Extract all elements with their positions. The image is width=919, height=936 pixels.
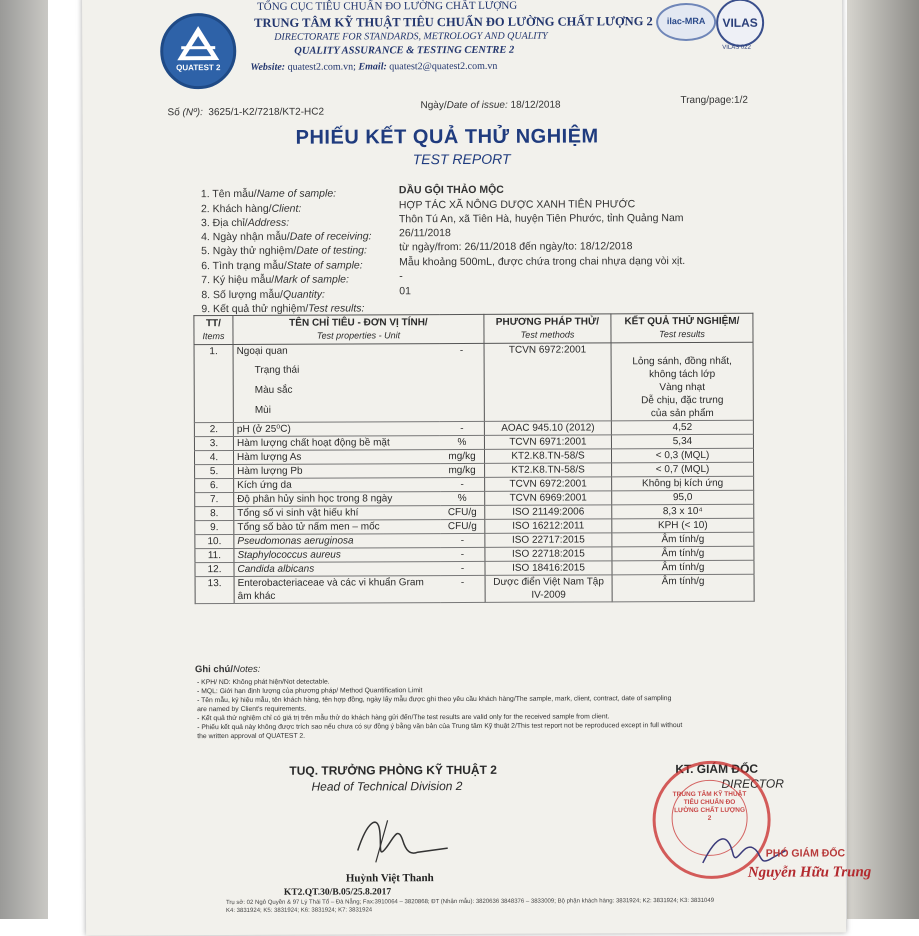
row-method: KT2.K8.TN-58/S <box>484 449 611 464</box>
row-number: 12. <box>195 563 234 577</box>
row-method: ISO 18416:2015 <box>485 561 612 576</box>
row-property: Tổng số bào tử nấm men – mốc <box>234 520 441 535</box>
date-label: Ngày/ <box>420 100 447 112</box>
row-method: Dược điển Việt Nam Tập IV-2009 <box>485 575 612 603</box>
notes-title <box>195 665 261 675</box>
header-items: TT/ Items <box>194 316 233 345</box>
result-line: Dễ chịu, đặc trưng <box>641 394 724 407</box>
row-property: Staphylococcus aureus <box>234 548 441 563</box>
row-unit: - <box>440 343 485 421</box>
left-signatory-title: TUQ. TRƯỞNG PHÒNG KỸ THUẬT 2 <box>289 762 497 778</box>
note-line: - KPH/ ND: Không phát hiện/Not detectable. <box>196 678 330 687</box>
note-line: are named by Client's requirements. <box>197 705 307 714</box>
row-property: Tổng số vi sinh vật hiếu khí <box>234 506 441 521</box>
info-value: 26/11/2018 <box>399 227 451 240</box>
right-signatory-title: KT. GIÁM ĐỐC <box>675 761 759 777</box>
number-value: 3625/1-K2/7218/KT2-HC2 <box>208 106 325 119</box>
page-value: 1/2 <box>734 94 748 106</box>
right-signatory-subtitle: DIRECTOR <box>721 776 784 791</box>
org-line-4: QUALITY ASSURANCE & TESTING CENTRE 2 <box>294 44 515 57</box>
header-results: KẾT QUẢ THỬ NGHIỆM/ Test results <box>611 313 753 343</box>
info-label: 9. Kết quả thử nghiệm/Test results: <box>201 302 365 316</box>
table-row <box>195 574 754 603</box>
notes-label-en: Notes: <box>232 663 261 676</box>
info-label: 7. Ký hiệu mẫu/Mark of sample: <box>201 273 349 287</box>
row-number: 6. <box>195 479 234 493</box>
footer-phones: K4: 3831924; K5: 3831924; K6: 3831924; K7: 3831924 <box>225 907 373 915</box>
row-number: 2. <box>194 423 233 437</box>
info-label: 8. Số lượng mẫu/Quantity: <box>201 288 325 302</box>
org-line-2: TRUNG TÂM KỸ THUẬT TIÊU CHUẨN ĐO LƯỜNG CHẤT LƯỢNG 2 <box>254 14 653 30</box>
row-property: Candida albicans <box>234 562 441 577</box>
row-number: 13. <box>195 577 234 604</box>
sub-property: Trạng thái <box>254 364 300 376</box>
row-property: Hàm lượng Pb <box>234 464 441 479</box>
header-properties: TÊN CHỈ TIÊU - ĐƠN VỊ TÍNH/ Test properties - Unit <box>233 314 484 344</box>
row-result: Âm tính/g <box>612 560 754 575</box>
row-unit: mg/kg <box>440 463 485 477</box>
info-label: 5. Ngày thử nghiệm/Date of testing: <box>201 244 367 258</box>
row-unit: - <box>440 533 485 547</box>
quatest-logo <box>160 13 236 89</box>
note-line: - Kết quả thử nghiệm chỉ có giá trị trên mẫu thử do khách hàng gửi đến/The test results are valid only for the received sample from client. <box>197 713 610 723</box>
result-line: không tách lớp <box>649 368 716 381</box>
deputy-director-label: PHÓ GIÁM ĐỐC <box>765 847 846 860</box>
notes-list <box>197 676 682 741</box>
vilas-badge <box>716 0 764 47</box>
info-value: HỢP TÁC XÃ NÔNG DƯỢC XANH TIÊN PHƯỚC <box>398 198 636 212</box>
row-property: Hàm lượng As <box>233 450 440 465</box>
info-value: Mẫu khoảng 500mL, được chứa trong chai nhựa dạng vòi xịt. <box>399 255 686 269</box>
table-row <box>194 342 753 422</box>
background-right-edge <box>847 0 919 919</box>
row-result: 4,52 <box>611 420 753 435</box>
header-methods: PHƯƠNG PHÁP THỬ/ Test methods <box>484 314 611 344</box>
info-label: 3. Địa chỉ/Address: <box>200 216 290 230</box>
test-report-document <box>82 0 872 936</box>
table-header-row <box>194 313 753 344</box>
row-number: 11. <box>195 549 234 563</box>
row-number: 10. <box>195 535 234 549</box>
org-line-3: DIRECTORATE FOR STANDARDS, METROLOGY AND QUALITY <box>274 30 548 43</box>
result-line: Lỏng sánh, đồng nhất, <box>632 355 732 368</box>
row-property: Kích ứng da <box>234 478 441 493</box>
row-method: ISO 16212:2011 <box>485 519 612 534</box>
row-number: 1. <box>194 345 233 423</box>
row-unit: CFU/g <box>440 519 485 533</box>
row-unit: % <box>440 491 485 505</box>
row-number: 4. <box>194 451 233 465</box>
row-property: Hàm lượng chất hoạt động bề mặt <box>233 436 440 451</box>
vilas-caption: VILAS 022 <box>722 44 751 51</box>
result-line: của sản phẩm <box>650 407 714 420</box>
page-indicator <box>680 95 748 106</box>
note-line: - Tên mẫu, ký hiệu mẫu, tên khách hàng, tên hợp đồng, ngày lấy mẫu được ghi theo yêu cầu khách hàng/The sample, mark, client, contract, date of sampling <box>197 695 672 705</box>
number-label-en: (Nº): <box>182 107 203 119</box>
row-property: Enterobacteriaceae và các vi khuẩn Gram âm khác <box>234 576 441 604</box>
sub-property: Mùi <box>254 404 271 416</box>
row-unit: CFU/g <box>440 505 485 519</box>
left-signatory-subtitle: Head of Technical Division 2 <box>311 779 463 794</box>
row-unit: - <box>441 575 486 602</box>
row-result: < 0,7 (MQL) <box>612 462 754 477</box>
row-result: 95,0 <box>612 490 754 505</box>
row-method: KT2.K8.TN-58/S <box>485 463 612 478</box>
info-value: - <box>399 270 403 283</box>
ilac-badge <box>656 3 716 41</box>
note-line: - Phiếu kết quả này không được trích sao nếu chưa có sự đồng ý bằng văn bản của Trung tâm Kỹ thuật 2/This test report not be reproduced except in full without <box>197 722 683 732</box>
row-unit: - <box>440 561 485 575</box>
signature-left <box>348 800 458 870</box>
info-value: DẦU GỘI THẢO MỘC <box>398 183 504 197</box>
row-number: 5. <box>195 465 234 479</box>
note-line: - MQL: Giới hạn định lượng của phương pháp/ Method Quantification Limit <box>197 687 423 696</box>
row-unit: - <box>440 547 485 561</box>
email-label: Email: <box>358 61 387 73</box>
logo-text: QUATEST 2 <box>176 63 221 73</box>
info-label: 1. Tên mẫu/Name of sample: <box>200 187 337 201</box>
vilas-badge-text: VILAS <box>722 15 758 30</box>
ilac-badge-text: ilac-MRA <box>666 15 706 27</box>
row-unit: mg/kg <box>440 449 485 463</box>
row-method: ISO 21149:2006 <box>485 505 612 520</box>
contact-line <box>250 61 497 73</box>
form-code: KT2.QT.30/B.05/25.8.2017 <box>283 887 392 898</box>
row-number: 7. <box>195 493 234 507</box>
row-method: ISO 22718:2015 <box>485 547 612 562</box>
row-number: 9. <box>195 521 234 535</box>
row-method: TCVN 6971:2001 <box>484 435 611 450</box>
row-unit: - <box>440 421 485 435</box>
website-label: Website: <box>250 61 286 73</box>
row-result: Không bị kích ứng <box>612 476 754 491</box>
info-value: Thôn Tú An, xã Tiên Hà, huyện Tiên Phước, tỉnh Quảng Nam <box>398 212 684 226</box>
row-result: Âm tính/g <box>612 546 754 561</box>
footer-address: Trụ sở: 02 Ngô Quyền & 97 Lý Thái Tổ – Đà Nẵng; Fax:3910064 – 3820868; ĐT (Nhận mẫu): 3820636 3848376 – 3833009; Bộ phận khách hàng: 3831924; K2: 3831924; K3: 3831049 <box>225 897 715 907</box>
row-result: 5,34 <box>611 434 753 449</box>
info-label: 4. Ngày nhận mẫu/Date of receiving: <box>201 230 372 244</box>
row-number: 3. <box>194 437 233 451</box>
info-label: 2. Khách hàng/Client: <box>200 202 302 216</box>
row-method: TCVN 6972:2001 <box>484 343 611 422</box>
sub-property: Màu sắc <box>254 384 293 396</box>
results-table <box>193 313 754 604</box>
background-left-edge <box>0 0 48 919</box>
row-result: Âm tính/g <box>612 574 754 602</box>
row-method: TCVN 6972:2001 <box>485 477 612 492</box>
row-method: ISO 22717:2015 <box>485 533 612 548</box>
date-label-en: Date of issue: <box>446 99 508 112</box>
website: quatest2.com.vn; <box>287 61 356 73</box>
info-label: 6. Tình trạng mẫu/State of sample: <box>201 259 363 273</box>
title-english: TEST REPORT <box>412 150 511 168</box>
report-number <box>167 107 324 119</box>
org-line-1: TỔNG CỤC TIÊU CHUẨN ĐO LƯỜNG CHẤT LƯỢNG <box>257 0 518 13</box>
info-value: từ ngày/from: 26/11/2018 đến ngày/to: 18/12/2018 <box>399 240 633 254</box>
row-number: 8. <box>195 507 234 521</box>
right-signatory-name: Nguyễn Hữu Trung <box>747 864 872 881</box>
row-result <box>611 342 753 421</box>
triangle-logo-icon <box>163 16 233 86</box>
row-method: AOAC 945.10 (2012) <box>484 421 611 436</box>
left-signatory-name: Huỳnh Việt Thanh <box>345 872 434 885</box>
page-label: Trang/page: <box>680 94 735 107</box>
row-method: TCVN 6969:2001 <box>485 491 612 506</box>
note-line: the written approval of QUATEST 2. <box>197 732 306 741</box>
notes-label: Ghi chú/ <box>194 664 233 676</box>
issue-date <box>420 100 560 112</box>
property-name: Ngoại quan <box>236 345 288 357</box>
date-value: 18/12/2018 <box>510 99 561 111</box>
email: quatest2@quatest2.com.vn <box>389 60 498 73</box>
info-value: 01 <box>399 285 412 298</box>
row-property <box>233 344 440 423</box>
row-property: Pseudomonas aeruginosa <box>234 534 441 549</box>
row-unit: % <box>440 435 485 449</box>
number-label: Số <box>167 107 180 119</box>
row-result: Âm tính/g <box>612 532 754 547</box>
stamp-text: TRUNG TÂM KỸ THUẬT TIÊU CHUẨN ĐO LƯỜNG CHẤT LƯỢNG 2 <box>672 790 747 822</box>
row-result: KPH (< 10) <box>612 518 754 533</box>
row-result: < 0,3 (MQL) <box>611 448 753 463</box>
row-property: pH (ở 25⁰C) <box>233 422 440 437</box>
row-property: Độ phân hủy sinh học trong 8 ngày <box>234 492 441 507</box>
row-result: 8,3 x 10⁴ <box>612 504 754 519</box>
result-line: Vàng nhạt <box>659 381 706 394</box>
row-unit: - <box>440 477 485 491</box>
title-vietnamese: PHIẾU KẾT QUẢ THỬ NGHIỆM <box>295 125 599 149</box>
